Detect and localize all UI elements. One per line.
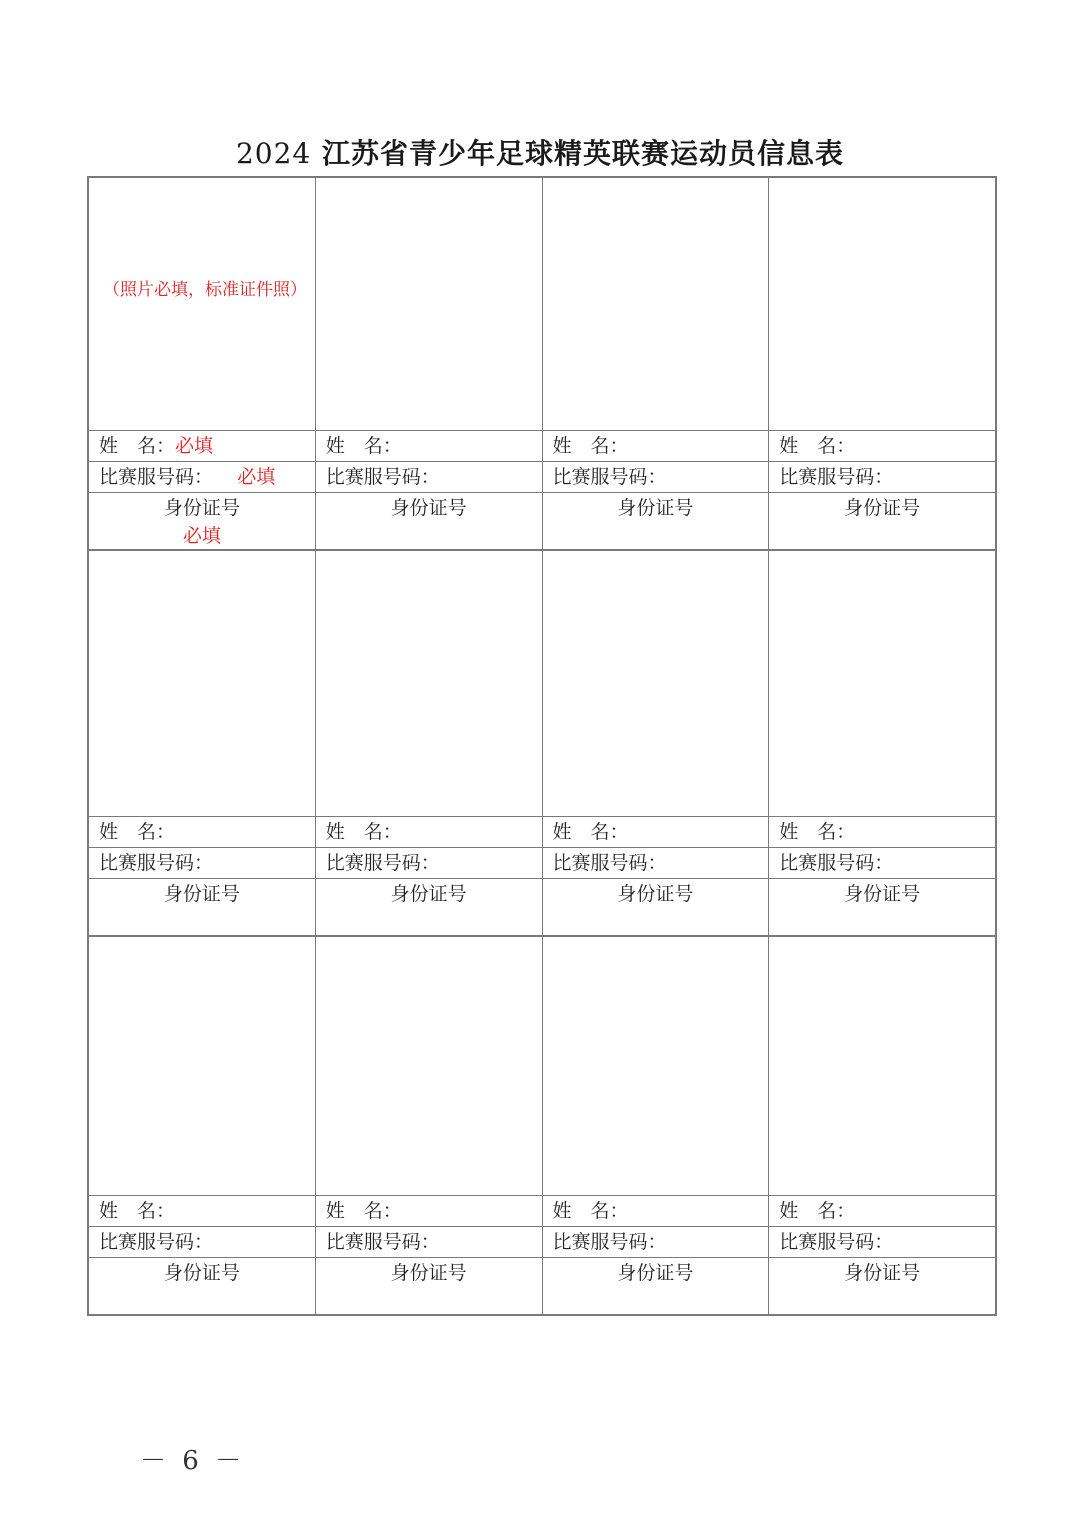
id-number-field[interactable] <box>543 1257 769 1314</box>
jersey-number-label: 比赛服号码： <box>552 466 667 488</box>
photo-box[interactable] <box>316 178 542 430</box>
jersey-number-label: 比赛服号码： <box>99 852 214 874</box>
id-number-label: 身份证号 <box>390 883 467 905</box>
name-label: 姓 名： <box>325 1200 402 1222</box>
name-field[interactable] <box>89 430 315 461</box>
page-number: － 6 － <box>140 1446 246 1476</box>
name-field[interactable] <box>543 1195 769 1226</box>
id-number-label: 身份证号 <box>163 497 240 519</box>
name-field[interactable] <box>543 430 769 461</box>
name-label: 姓 名： <box>325 435 402 457</box>
photo-required-note: （照片必填，标准证件照） <box>103 280 307 300</box>
photo-box[interactable] <box>316 937 542 1195</box>
jersey-number-label: 比赛服号码： <box>779 466 894 488</box>
jersey-number-field[interactable] <box>316 461 542 492</box>
id-number-label: 身份证号 <box>617 1262 694 1284</box>
name-label: 姓 名： <box>99 1200 176 1222</box>
id-number-label: 身份证号 <box>844 1262 921 1284</box>
athlete-card <box>315 937 542 1314</box>
jersey-number-label: 比赛服号码： <box>779 852 894 874</box>
athlete-card <box>542 178 769 549</box>
athlete-card <box>315 551 542 935</box>
name-field[interactable] <box>769 430 995 461</box>
name-label: 姓 名： <box>99 435 176 457</box>
name-label: 姓 名： <box>779 435 856 457</box>
id-number-field[interactable] <box>543 492 769 549</box>
jersey-number-field[interactable] <box>543 461 769 492</box>
name-label: 姓 名： <box>779 1200 856 1222</box>
id-number-field[interactable] <box>543 878 769 935</box>
jersey-number-field[interactable] <box>543 847 769 878</box>
id-number-label: 身份证号 <box>617 497 694 519</box>
form-title <box>0 132 1080 172</box>
athlete-card <box>542 937 769 1314</box>
jersey-number-field[interactable] <box>89 461 315 492</box>
id-number-field[interactable] <box>769 1257 995 1314</box>
athlete-card <box>89 937 315 1314</box>
jersey-number-field[interactable] <box>543 1226 769 1257</box>
jersey-number-label: 比赛服号码： <box>325 466 440 488</box>
athlete-row-3 <box>89 935 995 1314</box>
photo-box[interactable] <box>543 937 769 1195</box>
name-field[interactable] <box>316 816 542 847</box>
name-field[interactable] <box>316 1195 542 1226</box>
name-field[interactable] <box>769 816 995 847</box>
jersey-number-field[interactable] <box>769 847 995 878</box>
jersey-number-label: 比赛服号码： <box>779 1231 894 1253</box>
name-label: 姓 名： <box>552 435 629 457</box>
photo-box[interactable] <box>769 178 995 430</box>
photo-box[interactable] <box>89 937 315 1195</box>
jersey-required-mark: 必填 <box>237 466 276 488</box>
name-required-mark: 必填 <box>175 435 214 457</box>
name-label: 姓 名： <box>552 1200 629 1222</box>
id-number-label: 身份证号 <box>844 497 921 519</box>
jersey-number-field[interactable] <box>769 1226 995 1257</box>
photo-box[interactable] <box>89 178 315 430</box>
id-number-label: 身份证号 <box>844 883 921 905</box>
jersey-number-field[interactable] <box>89 1226 315 1257</box>
jersey-number-label: 比赛服号码： <box>99 466 214 488</box>
jersey-number-label: 比赛服号码： <box>325 1231 440 1253</box>
athlete-row-1 <box>89 178 995 549</box>
title-text: 江苏省青少年足球精英联赛运动员信息表 <box>322 137 845 170</box>
name-field[interactable] <box>89 1195 315 1226</box>
name-field[interactable] <box>769 1195 995 1226</box>
id-number-label: 身份证号 <box>163 1262 240 1284</box>
athlete-card <box>768 551 995 935</box>
jersey-number-label: 比赛服号码： <box>552 1231 667 1253</box>
photo-box[interactable] <box>769 551 995 816</box>
photo-box[interactable] <box>543 178 769 430</box>
id-number-field[interactable] <box>89 492 315 549</box>
photo-box[interactable] <box>769 937 995 1195</box>
id-number-label: 身份证号 <box>163 883 240 905</box>
name-label: 姓 名： <box>552 821 629 843</box>
id-number-label: 身份证号 <box>390 1262 467 1284</box>
id-number-field[interactable] <box>316 1257 542 1314</box>
jersey-number-field[interactable] <box>89 847 315 878</box>
athlete-card <box>542 551 769 935</box>
athlete-info-table <box>87 176 997 1316</box>
id-number-field[interactable] <box>769 492 995 549</box>
id-number-label: 身份证号 <box>390 497 467 519</box>
id-number-field[interactable] <box>769 878 995 935</box>
jersey-number-label: 比赛服号码： <box>99 1231 214 1253</box>
name-label: 姓 名： <box>325 821 402 843</box>
name-field[interactable] <box>543 816 769 847</box>
name-label: 姓 名： <box>779 821 856 843</box>
id-number-field[interactable] <box>89 1257 315 1314</box>
id-number-field[interactable] <box>316 492 542 549</box>
jersey-number-field[interactable] <box>769 461 995 492</box>
name-label: 姓 名： <box>99 821 176 843</box>
id-number-field[interactable] <box>316 878 542 935</box>
title-year: 2024 <box>235 137 312 170</box>
jersey-number-label: 比赛服号码： <box>325 852 440 874</box>
photo-box[interactable] <box>543 551 769 816</box>
photo-box[interactable] <box>316 551 542 816</box>
id-number-label: 身份证号 <box>617 883 694 905</box>
name-field[interactable] <box>316 430 542 461</box>
athlete-card <box>89 551 315 935</box>
athlete-row-2 <box>89 549 995 935</box>
jersey-number-field[interactable] <box>316 847 542 878</box>
athlete-card <box>315 178 542 549</box>
athlete-card <box>89 178 315 549</box>
jersey-number-field[interactable] <box>316 1226 542 1257</box>
name-field[interactable] <box>89 816 315 847</box>
id-number-field[interactable] <box>89 878 315 935</box>
athlete-card <box>768 937 995 1314</box>
id-required-mark: 必填 <box>182 525 221 547</box>
photo-box[interactable] <box>89 551 315 816</box>
athlete-card <box>768 178 995 549</box>
jersey-number-label: 比赛服号码： <box>552 852 667 874</box>
